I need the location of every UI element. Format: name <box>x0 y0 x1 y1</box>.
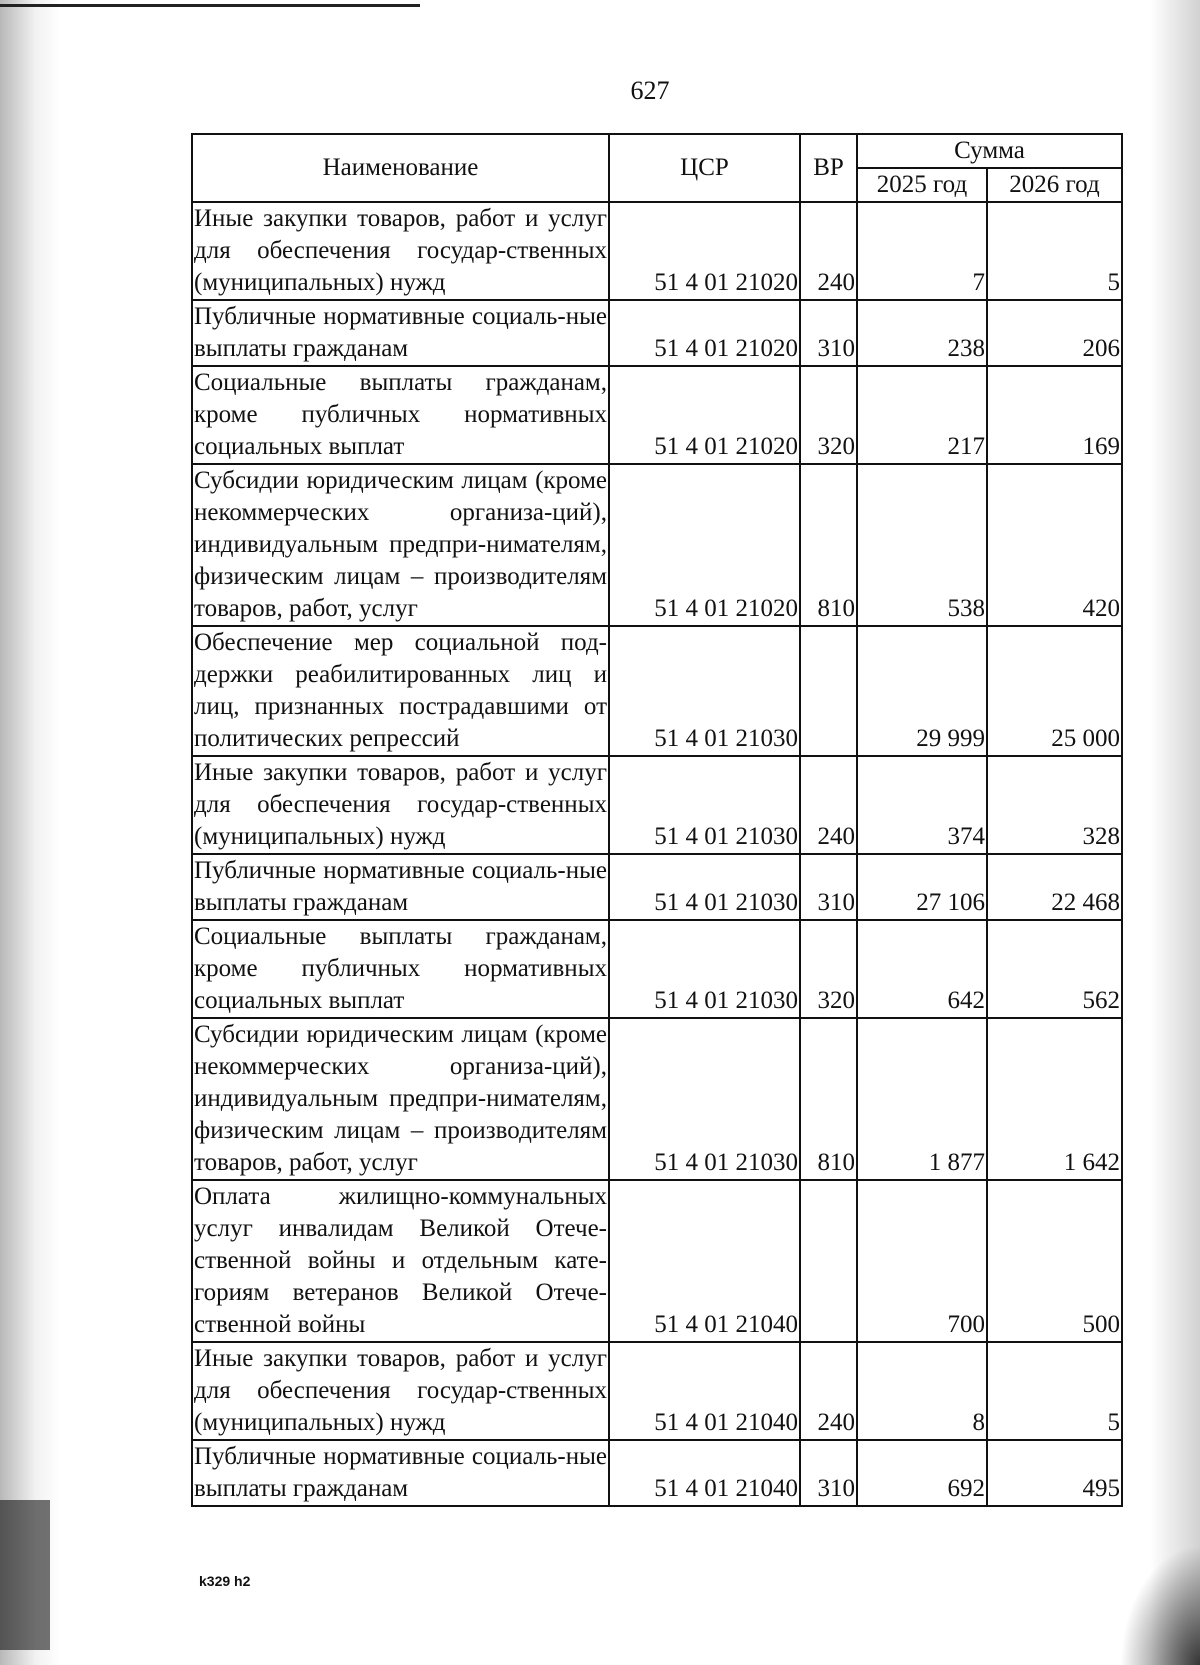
row-name: Иные закупки товаров, работ и услуг для обеспечения государ-ственных (муниципальных) нужд <box>192 202 609 300</box>
row-name: Иные закупки товаров, работ и услуг для обеспечения государ-ственных (муниципальных) нужд <box>192 1342 609 1440</box>
row-2026: 206 <box>987 300 1122 366</box>
table-row <box>192 1342 1122 1440</box>
header-year-2026: 2026 год <box>987 168 1122 202</box>
row-vr: 320 <box>800 920 857 1018</box>
scan-top-rule <box>0 4 420 7</box>
header-vr: ВР <box>800 134 857 202</box>
header-year-2025: 2025 год <box>857 168 987 202</box>
row-2025: 7 <box>857 202 987 300</box>
row-csr: 51 4 01 21040 <box>609 1342 800 1440</box>
row-2026: 420 <box>987 464 1122 626</box>
row-vr <box>800 1180 857 1342</box>
row-name: Публичные нормативные социаль-ные выплаты гражданам <box>192 300 609 366</box>
row-vr: 310 <box>800 854 857 920</box>
row-name: Субсидии юридическим лицам (кроме некоммерческих организа-ций), индивидуальным предпри-нимателям, физическим лицам – производителям товаров, работ, услуг <box>192 464 609 626</box>
row-name: Публичные нормативные социаль-ные выплаты гражданам <box>192 1440 609 1506</box>
row-2026: 25 000 <box>987 626 1122 756</box>
table-row <box>192 202 1122 300</box>
table-row <box>192 854 1122 920</box>
header-sum: Сумма <box>857 134 1122 168</box>
row-vr: 810 <box>800 1018 857 1180</box>
row-vr: 310 <box>800 300 857 366</box>
row-vr: 320 <box>800 366 857 464</box>
row-2025: 8 <box>857 1342 987 1440</box>
header-name: Наименование <box>192 134 609 202</box>
table-row <box>192 366 1122 464</box>
row-csr: 51 4 01 21030 <box>609 1018 800 1180</box>
row-2025: 238 <box>857 300 987 366</box>
row-csr: 51 4 01 21030 <box>609 756 800 854</box>
header-csr: ЦСР <box>609 134 800 202</box>
page-number: 627 <box>630 76 670 105</box>
budget-table <box>191 133 1123 1507</box>
row-2025: 642 <box>857 920 987 1018</box>
table-row <box>192 920 1122 1018</box>
table-row <box>192 1018 1122 1180</box>
row-2025: 700 <box>857 1180 987 1342</box>
row-2025: 29 999 <box>857 626 987 756</box>
table-row <box>192 464 1122 626</box>
row-csr: 51 4 01 21020 <box>609 300 800 366</box>
row-2026: 495 <box>987 1440 1122 1506</box>
row-vr <box>800 626 857 756</box>
row-2026: 22 468 <box>987 854 1122 920</box>
table-row <box>192 1180 1122 1342</box>
row-2026: 1 642 <box>987 1018 1122 1180</box>
row-2026: 5 <box>987 202 1122 300</box>
row-vr: 810 <box>800 464 857 626</box>
row-csr: 51 4 01 21020 <box>609 464 800 626</box>
scan-shadow-right <box>1150 0 1200 1665</box>
row-name: Оплата жилищно-коммунальных услуг инвалидам Великой Отече-ственной войны и отдельным кате-гориям ветеранов Великой Отече-ственной войны <box>192 1180 609 1342</box>
row-2025: 538 <box>857 464 987 626</box>
row-vr: 240 <box>800 202 857 300</box>
table-row <box>192 300 1122 366</box>
row-name: Социальные выплаты гражданам, кроме публичных нормативных социальных выплат <box>192 366 609 464</box>
scan-shadow-left-lower <box>0 1500 50 1650</box>
row-csr: 51 4 01 21040 <box>609 1180 800 1342</box>
row-2025: 217 <box>857 366 987 464</box>
scan-shadow-corner <box>1120 1545 1200 1665</box>
row-name: Публичные нормативные социаль-ные выплаты гражданам <box>192 854 609 920</box>
row-vr: 240 <box>800 756 857 854</box>
table-row <box>192 626 1122 756</box>
row-2026: 500 <box>987 1180 1122 1342</box>
row-vr: 310 <box>800 1440 857 1506</box>
row-2026: 5 <box>987 1342 1122 1440</box>
row-csr: 51 4 01 21030 <box>609 854 800 920</box>
row-csr: 51 4 01 21020 <box>609 202 800 300</box>
scan-shadow-left <box>0 0 60 1665</box>
row-csr: 51 4 01 21030 <box>609 920 800 1018</box>
row-2026: 328 <box>987 756 1122 854</box>
row-2025: 1 877 <box>857 1018 987 1180</box>
table-row <box>192 1440 1122 1506</box>
row-2026: 169 <box>987 366 1122 464</box>
row-2025: 27 106 <box>857 854 987 920</box>
row-2026: 562 <box>987 920 1122 1018</box>
row-name: Обеспечение мер социальной под-держки реабилитированных лиц и лиц, признанных пострадавшими от политических репрессий <box>192 626 609 756</box>
row-2025: 692 <box>857 1440 987 1506</box>
row-name: Иные закупки товаров, работ и услуг для обеспечения государ-ственных (муниципальных) нужд <box>192 756 609 854</box>
row-name: Субсидии юридическим лицам (кроме некоммерческих организа-ций), индивидуальным предпри-нимателям, физическим лицам – производителям товаров, работ, услуг <box>192 1018 609 1180</box>
table-row <box>192 756 1122 854</box>
row-2025: 374 <box>857 756 987 854</box>
row-name: Социальные выплаты гражданам, кроме публичных нормативных социальных выплат <box>192 920 609 1018</box>
footer-code: k329 h2 <box>199 1573 251 1589</box>
row-csr: 51 4 01 21020 <box>609 366 800 464</box>
row-csr: 51 4 01 21030 <box>609 626 800 756</box>
row-vr: 240 <box>800 1342 857 1440</box>
row-csr: 51 4 01 21040 <box>609 1440 800 1506</box>
